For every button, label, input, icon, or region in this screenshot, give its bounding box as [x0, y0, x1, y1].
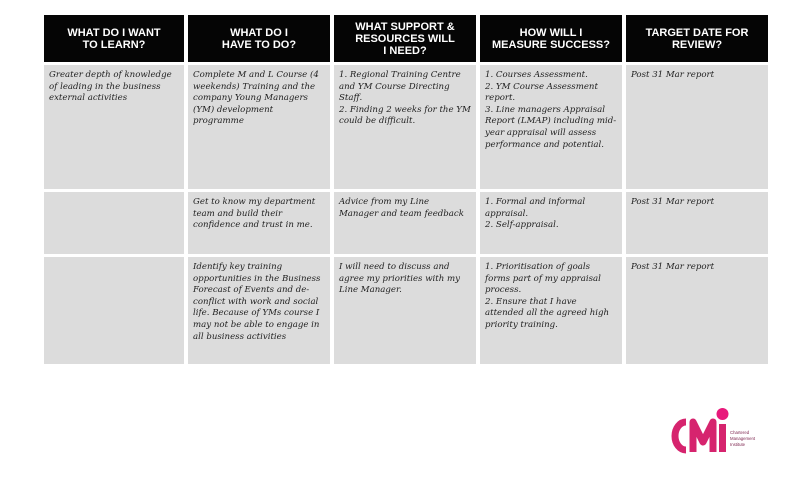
measure-item: 1. Courses Assessment.: [485, 70, 588, 80]
header-what-to-do: [188, 15, 330, 62]
cell-support: [334, 257, 476, 364]
table-row: [44, 257, 768, 364]
measure-item: 3. Line managers Appraisal Report (LMAP) including mid-year appraisal will assess performance and potential.: [485, 104, 617, 150]
header-line: HAVE TO DO?: [221, 38, 297, 51]
header-line: RESOURCES WILL: [355, 32, 455, 45]
logo-letter-c: [675, 422, 686, 450]
logo-dot: [717, 408, 729, 420]
table-row: [44, 65, 768, 189]
header-line: TO LEARN?: [82, 38, 146, 51]
cell-todo: Identify key training opportunities in the Business Forecast of Events and de-conflict with work and social life. Because of YMs course I may not be able to engage in all business activities: [188, 257, 330, 364]
header-line: WHAT SUPPORT &: [355, 20, 455, 33]
header-line: TARGET DATE FOR: [645, 26, 749, 39]
header-line: MEASURE SUCCESS?: [492, 38, 610, 51]
support-item: Advice from my Line Manager and team feedback: [339, 197, 464, 219]
logo-text-line: Institute: [730, 442, 746, 447]
table-row: [44, 192, 768, 254]
logo-letter-i: [719, 424, 726, 452]
measure-item: 2. Self-appraisal.: [485, 220, 559, 231]
cell-date: Post 31 Mar report: [626, 257, 768, 364]
header-line: HOW WILL I: [519, 26, 583, 39]
header-line: WHAT DO I: [230, 26, 288, 39]
cell-measure: [480, 192, 622, 254]
header-target-date: [626, 15, 768, 62]
cell-support: [334, 192, 476, 254]
measure-item: 2. YM Course Assessment report.: [485, 81, 598, 104]
cell-todo: Complete M and L Course (4 weekends) Training and the company Young Managers (YM) development programme: [188, 65, 330, 189]
development-plan-table: [40, 12, 772, 367]
measure-item: 1. Prioritisation of goals forms part of my appraisal process.: [485, 262, 601, 296]
cell-learn: Greater depth of knowledge of leading in the business external activities: [44, 65, 184, 189]
header-line: REVIEW?: [671, 38, 723, 51]
logo-letter-m: [693, 422, 713, 452]
cell-measure: [480, 257, 622, 364]
cell-learn: [44, 257, 184, 364]
measure-item: 2. Ensure that I have attended all the agreed high priority training.: [485, 296, 610, 330]
support-item: 2. Finding 2 weeks for the YM could be difficult.: [339, 104, 471, 127]
cell-todo: Get to know my department team and build their confidence and trust in me.: [188, 192, 330, 254]
logo-text-line: Management: [730, 436, 756, 441]
cell-support: [334, 65, 476, 189]
support-item: I will need to discuss and agree my priorities with my Line Manager.: [339, 262, 461, 296]
header-what-to-learn: [44, 15, 184, 62]
measure-item: 1. Formal and informal appraisal.: [485, 197, 586, 219]
header-support-resources: [334, 15, 476, 62]
cell-date: Post 31 Mar report: [626, 65, 768, 189]
cell-learn: [44, 192, 184, 254]
header-line: WHAT DO I WANT: [67, 26, 161, 39]
cell-date: Post 31 Mar report: [626, 192, 768, 254]
header-measure-success: [480, 15, 622, 62]
header-line: I NEED?: [383, 44, 427, 57]
logo-text-line: Chartered: [730, 430, 750, 435]
support-item: 1. Regional Training Centre and YM Course Directing Staff.: [339, 70, 461, 104]
cmi-logo: [667, 402, 767, 462]
header-row: [44, 15, 768, 62]
cell-measure: [480, 65, 622, 189]
